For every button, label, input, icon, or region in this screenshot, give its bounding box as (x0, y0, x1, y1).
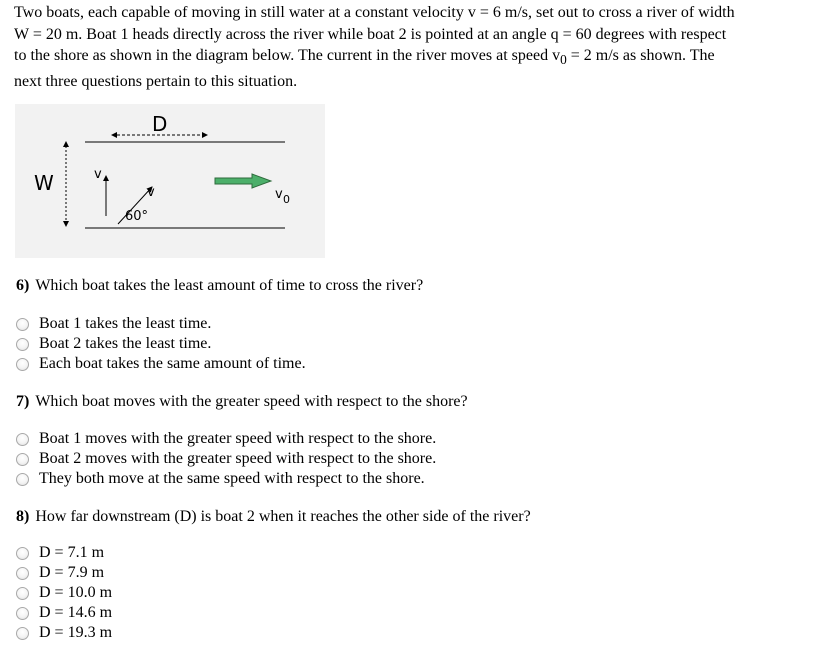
option-q8-3[interactable]: D = 10.0 m (16, 583, 112, 603)
radio-button[interactable] (16, 358, 29, 371)
option-q6-1[interactable]: Boat 1 takes the least time. (16, 314, 306, 334)
label-angle: 60° (125, 209, 149, 224)
radio-button[interactable] (16, 627, 29, 640)
river-diagram-svg (15, 104, 325, 258)
label-d: D (152, 112, 168, 136)
radio-button[interactable] (16, 318, 29, 331)
option-q6-3[interactable]: Each boat takes the same amount of time. (16, 354, 306, 374)
question-7-number: 7) (16, 393, 30, 410)
question-8-number: 8) (16, 508, 30, 525)
label-w: W (34, 171, 54, 195)
current-arrow-icon (215, 174, 271, 188)
label-v-boat-1: v (94, 167, 102, 182)
option-q7-3[interactable]: They both move at the same speed with respect to the shore. (16, 469, 436, 489)
question-7-options (16, 429, 436, 489)
option-q8-1[interactable]: D = 7.1 m (16, 543, 112, 563)
problem-line-1: Two boats, each capable of moving in still water at a constant velocity v = 6 m/s, set out to cross a river of width (14, 4, 735, 21)
label-v-boat-2: v (147, 185, 155, 200)
question-8 (16, 507, 531, 527)
question-8-text: How far downstream (D) is boat 2 when it reaches the other side of the river? (35, 508, 531, 525)
problem-line-3: to the shore as shown in the diagram below. The current in the river moves at speed $v_0 = 2$ m/s as shown. The (14, 47, 715, 68)
radio-button[interactable] (16, 433, 29, 446)
radio-button[interactable] (16, 547, 29, 560)
radio-button[interactable] (16, 473, 29, 486)
option-q6-2[interactable]: Boat 2 takes the least time. (16, 334, 306, 354)
problem-statement (14, 2, 810, 92)
label-current-v: v (275, 187, 283, 202)
question-6 (16, 276, 423, 296)
option-q8-5[interactable]: D = 19.3 m (16, 623, 112, 643)
radio-button[interactable] (16, 607, 29, 620)
option-q8-4[interactable]: D = 14.6 m (16, 603, 112, 623)
problem-line-2: W = 20 m. Boat 1 heads directly across the river while boat 2 is pointed at an angle q = 60 degrees with respect (14, 25, 727, 43)
option-q7-1[interactable]: Boat 1 moves with the greater speed with respect to the shore. (16, 429, 436, 449)
option-q8-2[interactable]: D = 7.9 m (16, 563, 112, 583)
question-6-options (16, 314, 306, 374)
label-current-sub: 0 (283, 193, 290, 206)
question-6-text: Which boat takes the least amount of time to cross the river? (35, 277, 424, 294)
radio-button[interactable] (16, 567, 29, 580)
question-6-number: 6) (16, 277, 30, 294)
river-diagram (15, 104, 325, 258)
radio-button[interactable] (16, 587, 29, 600)
radio-button[interactable] (16, 453, 29, 466)
problem-line-4: next three questions pertain to this situation. (14, 72, 298, 90)
option-q7-2[interactable]: Boat 2 moves with the greater speed with respect to the shore. (16, 449, 436, 469)
question-8-options (16, 543, 112, 643)
radio-button[interactable] (16, 338, 29, 351)
question-7-text: Which boat moves with the greater speed with respect to the shore? (35, 393, 468, 410)
subscript-zero: 0 (560, 52, 567, 68)
question-7 (16, 392, 468, 412)
